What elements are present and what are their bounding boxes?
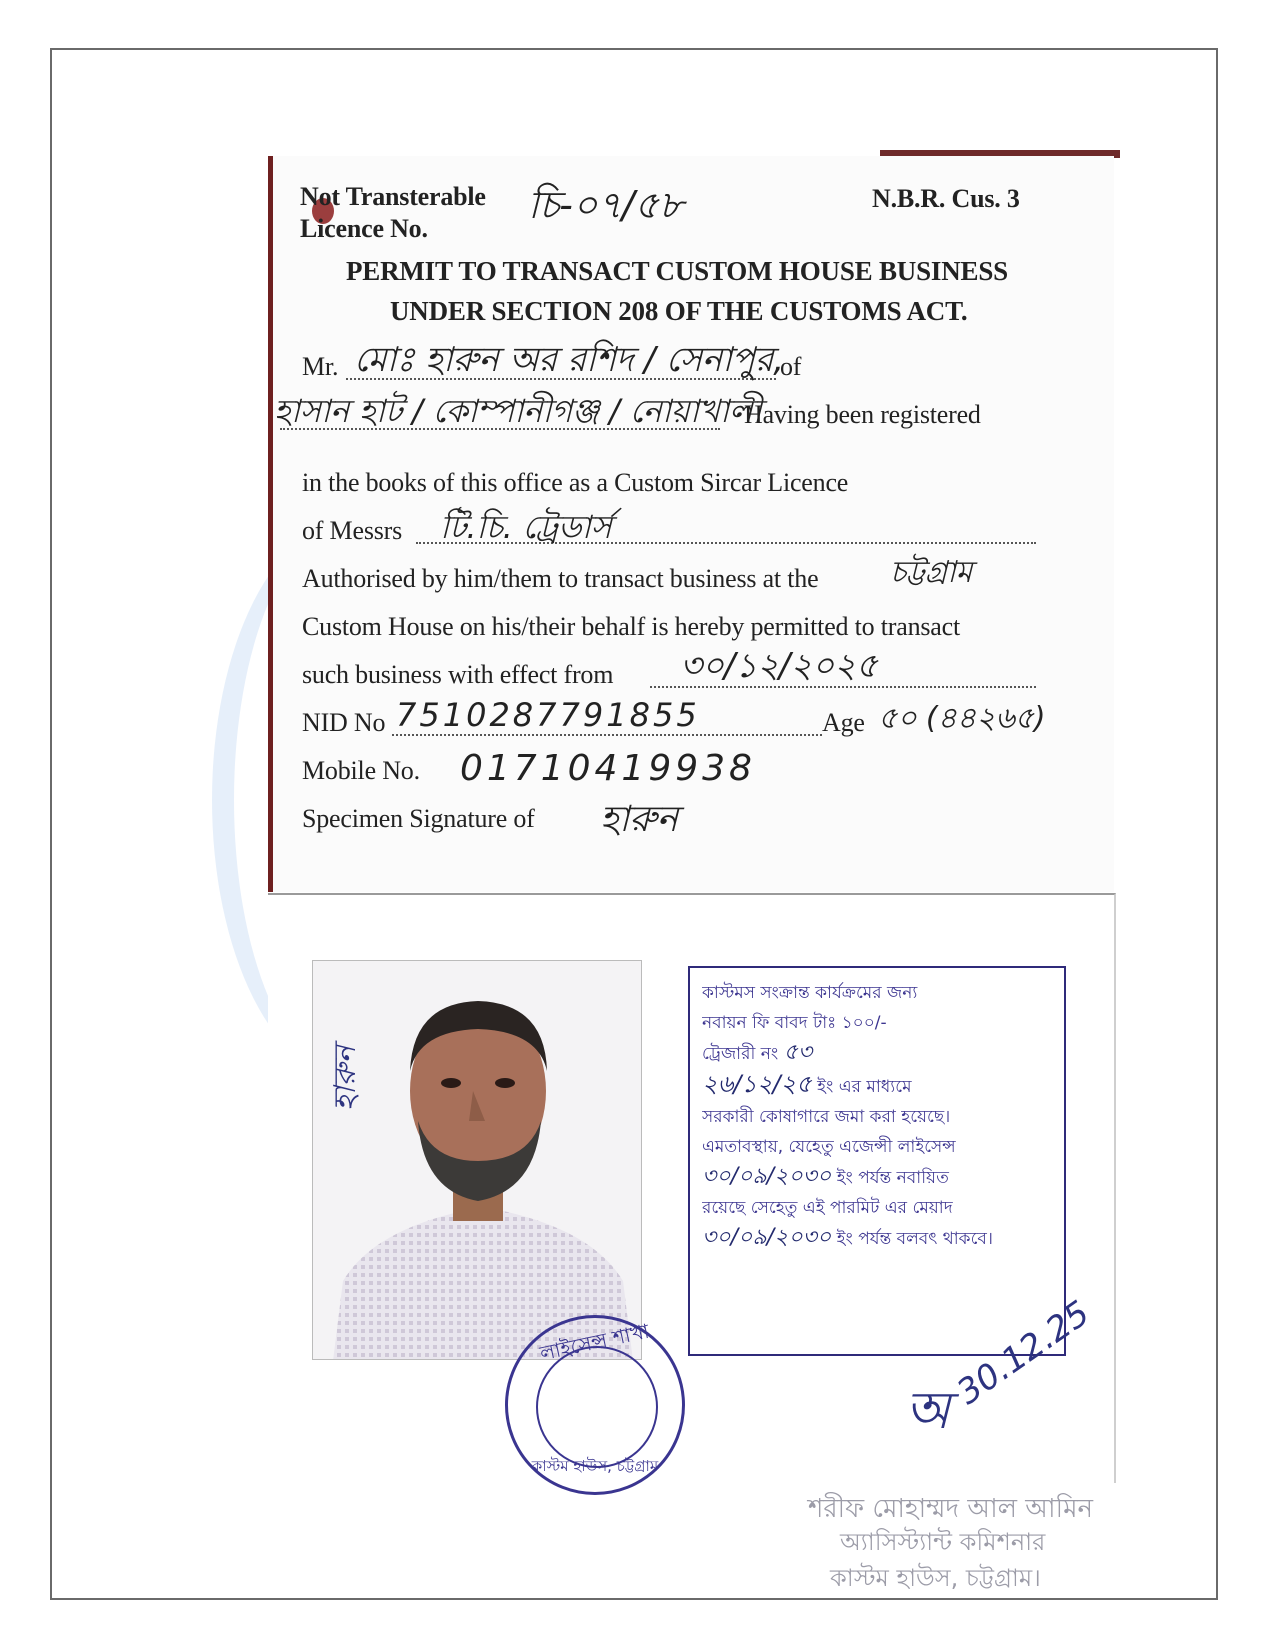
stamp-line-4: [702, 1069, 1052, 1102]
permit-valid-date: ৩০/০৯/২০৩০: [702, 1225, 832, 1250]
stamp-line-1: কাস্টমস সংক্রান্ত কার্যক্রমের জন্য: [702, 983, 918, 1003]
officer-name: শরীফ মোহাম্মদ আল আমিন: [808, 1494, 1094, 1524]
authorised-text: Authorised by him/them to transact business at the: [302, 564, 819, 593]
seal-bottom-text: কাস্টম হাউস, চট্টগ্রাম: [531, 1457, 659, 1475]
valid-until-label: ইং পর্যন্ত বলবৎ থাকবে।: [836, 1229, 993, 1249]
books-text: in the books of this office as a Custom Sircar Licence: [302, 468, 849, 497]
licence-no-value: চি-০৭/৫৮: [528, 183, 684, 227]
stamp-line-2: নবায়ন ফি বাবদ টাঃ ১০০/-: [702, 1013, 887, 1033]
nid-label: NID No: [302, 708, 386, 737]
renewed-until-label: ইং পর্যন্ত নবায়িত: [836, 1168, 949, 1188]
nid-value: 7510287791855: [396, 696, 700, 734]
permit-title-line2: UNDER SECTION 208 OF THE CUSTOMS ACT.: [390, 296, 968, 326]
stamp-line-6: এমতাবস্থায়, যেহেতু এজেন্সী লাইসেন্স: [702, 1137, 956, 1157]
officer-designation: অ্যাসিস্ট্যান্ট কমিশনার: [840, 1528, 1046, 1556]
officer-office: কাস্টম হাউস, চট্টগ্রাম।: [830, 1564, 1041, 1592]
authorised-place: চট্টগ্রাম: [890, 555, 973, 590]
age-value: ৫০ (৪৪২৬৫): [878, 701, 1046, 736]
through-label: ইং এর মাধ্যমে: [817, 1077, 912, 1097]
officer-initials: অ: [905, 1381, 951, 1441]
effect-date: ৩০/১২/২০২৫: [680, 646, 878, 686]
age-label: Age: [822, 708, 865, 737]
effect-text: such business with effect from: [302, 660, 614, 689]
signature-date: 30.12.25: [950, 1293, 1097, 1413]
custom-house-text: Custom House on his/their behalf is hereby permitted to transact: [302, 612, 960, 641]
messrs-label: of Messrs: [302, 516, 403, 545]
messrs-value: টি.চি. ট্রেডার্স: [440, 508, 612, 546]
permit-title-line1: PERMIT TO TRANSACT CUSTOM HOUSE BUSINESS: [346, 256, 1008, 286]
licence-renewed-date: ৩০/০৯/২০৩০: [702, 1164, 832, 1189]
treasury-label: ট্রেজারী নং: [702, 1044, 779, 1064]
stamp-line-9: [702, 1223, 1052, 1254]
stamp-line-8: রয়েছে সেহেতু এই পারমিট এর মেয়াদ: [702, 1198, 953, 1218]
stamp-line-5: সরকারী কোষাগারে জমা করা হয়েছে।: [702, 1107, 951, 1127]
renewal-stamp-box: [688, 966, 1066, 1356]
portrait-illustration: [313, 961, 642, 1360]
specimen-signature: হারুন: [600, 799, 678, 840]
not-transferable-label: Not Transterable: [300, 182, 486, 211]
form-code: N.B.R. Cus. 3: [872, 184, 1020, 213]
stamp-line-7: [702, 1162, 1052, 1193]
registered-text: Having been registered: [744, 400, 981, 429]
deposit-date: ২৬/১২/২৫: [702, 1070, 812, 1098]
seal-top-text: লাইসেন্স শাখা: [537, 1318, 652, 1366]
of-label: of: [780, 352, 802, 381]
specimen-label: Specimen Signature of: [302, 804, 535, 833]
nid-dotted-line: [392, 734, 822, 736]
mobile-label: Mobile No.: [302, 756, 420, 785]
stamp-line-3: [702, 1038, 1052, 1069]
photo-side-signature: হারুন: [328, 1045, 363, 1111]
mr-label: Mr.: [302, 352, 339, 381]
address-value: হাসান হাট / কোম্পানীগঞ্জ / নোয়াখালী: [274, 392, 762, 430]
name-value: মোঃ হারুন অর রশিদ / সেনাপুর,: [354, 340, 784, 380]
licence-no-label: Licence No.: [300, 214, 428, 243]
mobile-value: 01710419938: [460, 748, 756, 789]
treasury-no: ৫৩: [783, 1040, 813, 1065]
applicant-photo: [312, 960, 642, 1360]
licence-branch-seal: [505, 1315, 685, 1495]
